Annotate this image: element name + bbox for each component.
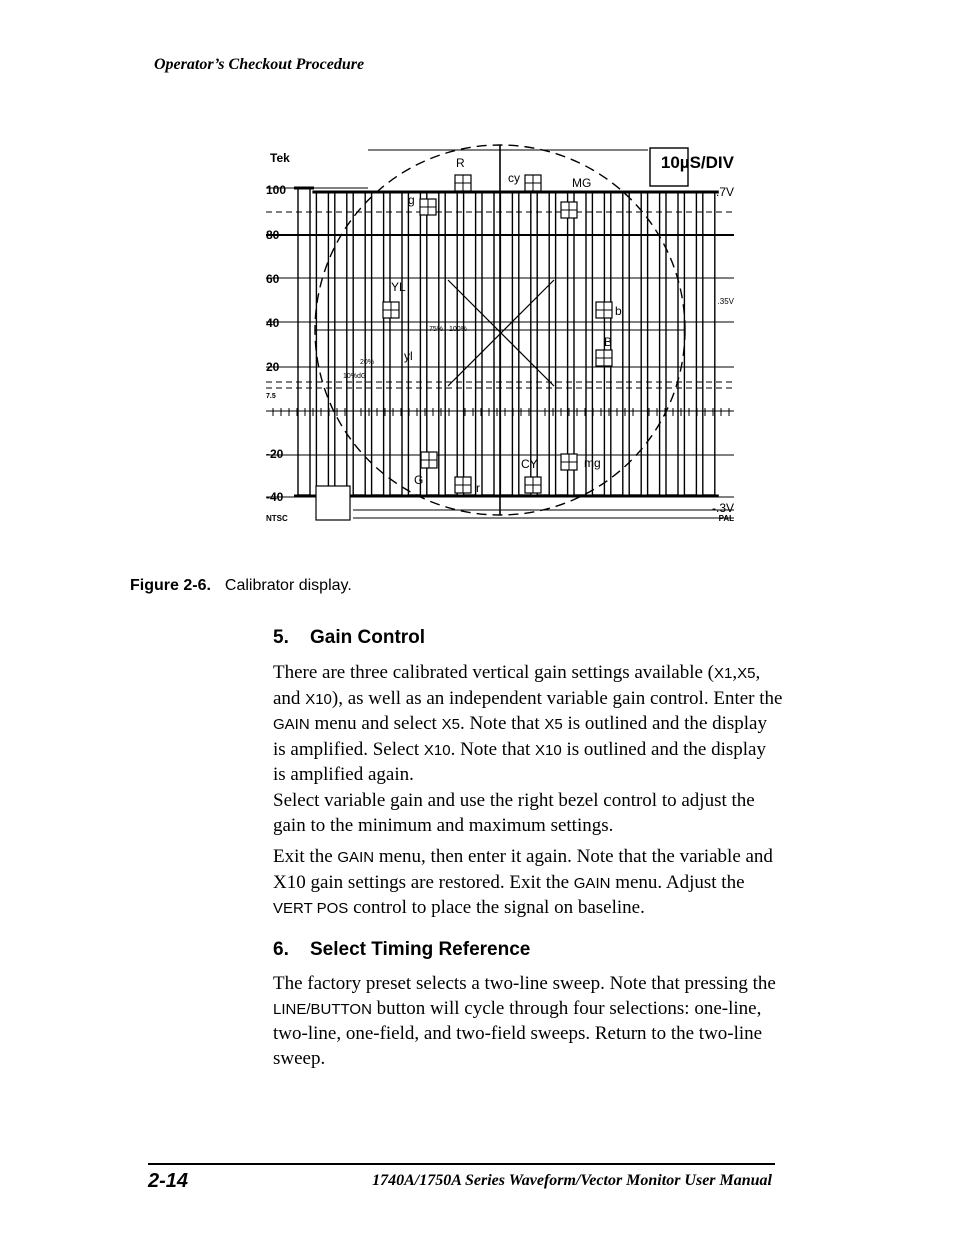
control-name: X5 <box>441 716 460 734</box>
control-name: GAIN <box>573 874 611 892</box>
vector-label: CY <box>521 457 538 471</box>
calibrator-pulse <box>648 192 660 495</box>
calibrator-pulse <box>629 192 641 495</box>
page-number: 2-14 <box>148 1170 189 1192</box>
control-name: X5 <box>737 665 756 682</box>
graticule-annotation: 20% <box>360 359 375 366</box>
paragraph-text: ), as well as an independent variable gain control. Enter the <box>331 687 783 709</box>
manual-title: 1740A/1750A Series Waveform/Vector Monitor User Manual <box>372 1172 772 1189</box>
paragraph-text: Exit the <box>273 846 338 867</box>
calibrator-pulse <box>500 192 512 495</box>
paragraph-text: . Note that <box>450 738 536 760</box>
paragraph-text: button will cycle through four selections: one-line, two-line, one-field, and two-field sweeps. Return to the two-line sweep. <box>273 997 763 1069</box>
ntsc-label: NTSC <box>266 514 288 523</box>
calibrator-pulse <box>574 192 586 495</box>
graticule-annotation: 100% <box>449 326 467 333</box>
vector-label: b <box>615 304 622 318</box>
vector-label: B <box>604 335 613 349</box>
calibrator-pulse <box>335 192 347 495</box>
calibrator-pulse <box>316 192 328 495</box>
pal-label: PAL <box>718 514 734 523</box>
calibrator-pulse <box>611 192 623 495</box>
paragraph-text: is outlined and the display is amplified again. <box>273 738 766 786</box>
paragraph-text: The factory preset selects a two-line sweep. Note that pressing the <box>273 973 776 994</box>
vector-label: g <box>408 193 415 207</box>
control-name: LINE/BUTTON <box>273 1000 372 1018</box>
paragraph-text: menu, then enter it again. Note that the variable and X10 gain settings are restored. Exit the <box>273 846 773 893</box>
paragraph-text: is outlined and the display is amplified. Select <box>273 713 767 760</box>
running-head: Operator’s Checkout Procedure <box>154 56 365 73</box>
control-name: X10 <box>535 741 562 759</box>
calibrator-pulse <box>427 192 439 495</box>
scale-label: 40 <box>266 316 280 330</box>
scale-label: 20 <box>266 360 280 374</box>
ntsc-target-box <box>316 486 350 520</box>
paragraph <box>273 789 783 838</box>
brand-label: Tek <box>270 151 290 165</box>
graticule-annotation: 10%dG <box>343 373 367 380</box>
scale-label: 100 <box>266 183 287 197</box>
paragraph-text: , and <box>273 662 761 709</box>
paragraph-text: menu. Adjust the <box>610 871 745 893</box>
calibrator-pulse <box>408 192 420 495</box>
scale-label: 60 <box>266 272 280 286</box>
scale-label: -.3V <box>711 501 734 515</box>
figure-caption-text: Calibrator display. <box>224 577 352 594</box>
scale-label: -40 <box>266 490 284 504</box>
calibrator-pulse <box>390 192 402 495</box>
control-name: GAIN <box>337 849 375 866</box>
scale-label: -20 <box>266 447 284 461</box>
paragraph <box>273 972 783 1071</box>
calibrator-display-figure <box>258 140 748 535</box>
calibrator-pulse <box>482 192 494 495</box>
calibrator-pulse <box>666 192 678 495</box>
control-name: VERT POS <box>273 900 349 918</box>
scale-label: 80 <box>266 228 280 242</box>
vector-label: MG <box>572 176 592 190</box>
calibrator-pulse <box>372 192 384 495</box>
section-title: Gain Control <box>310 627 426 648</box>
calibrator-pulse <box>464 192 476 495</box>
paragraph-text: There are three calibrated vertical gain settings available ( <box>273 662 714 683</box>
scale-label: 7.5 <box>266 393 276 400</box>
control-name: X5 <box>544 716 563 734</box>
paragraph-text: Select variable gain and use the right bezel control to adjust the gain to the minimum and maximum settings. <box>273 790 755 836</box>
calibrator-pulse <box>703 192 715 495</box>
calibrator-pulse <box>592 192 604 495</box>
vector-label: YL <box>391 280 406 294</box>
vector-label: cy <box>508 171 520 185</box>
control-name: X10 <box>305 690 332 708</box>
figure-caption <box>130 577 352 595</box>
scale-label: .7V <box>715 185 734 199</box>
vector-label: yl <box>404 349 413 363</box>
calibrator-pulse <box>556 192 568 495</box>
vector-label: mg <box>584 456 601 470</box>
calibrator-pulse <box>684 192 696 495</box>
vector-label: G <box>414 473 424 487</box>
paragraph-text: , <box>732 662 738 683</box>
control-name: X1 <box>714 665 733 682</box>
control-name: X10 <box>423 741 451 759</box>
paragraph <box>273 845 783 922</box>
paragraph-text: control to place the signal on baseline. <box>348 897 645 919</box>
section-heading-timing-reference <box>273 939 530 961</box>
scale-label: .35V <box>717 297 734 306</box>
section-number: 6. <box>273 939 289 960</box>
vector-label: R <box>456 156 465 170</box>
graticule-annotation: 75% <box>429 326 444 333</box>
control-name: GAIN <box>273 716 310 734</box>
footer-rule <box>148 1163 775 1165</box>
section-title: Select Timing Reference <box>310 939 531 960</box>
section-heading-gain-control <box>273 627 425 649</box>
calibrator-pulse <box>519 192 531 495</box>
calibrator-pulse <box>537 192 549 495</box>
calibrator-pulse <box>445 192 457 495</box>
section-number: 5. <box>273 627 289 648</box>
sweep-rate-label: 10µS/DIV <box>660 153 734 172</box>
vector-label: r <box>476 481 480 495</box>
paragraph <box>273 661 783 788</box>
paragraph-text: menu and select <box>309 713 442 735</box>
figure-number: Figure 2-6. <box>130 577 211 594</box>
paragraph-text: . Note that <box>459 713 545 735</box>
